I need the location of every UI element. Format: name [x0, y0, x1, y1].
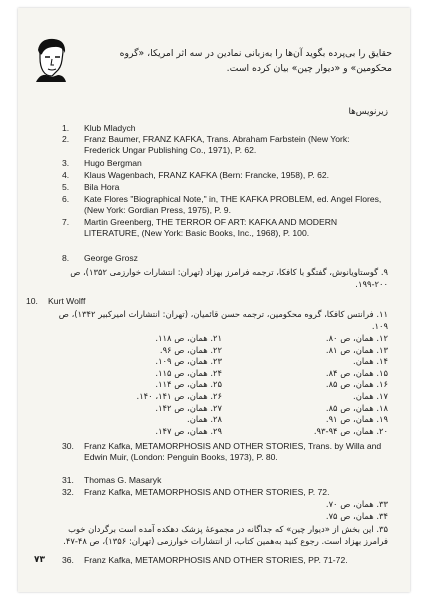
note-item: 7. Martin Greenberg, THE TERROR OF ART: KAFKA AND MODERN LITERATURE, (New York: Basic Books, Inc., 1968), P. 100. — [62, 217, 338, 238]
note-item: 5. Bila Hora — [62, 182, 120, 192]
note-item: 2. Franz Baumer, FRANZ KAFKA, Trans. Abraham Farbstein (New York: Frederick Ungar Publishing Co., 1971), P. 62. — [62, 134, 350, 155]
note-item: 4. Klaus Wagenbach, FRANZ KAFKA (Bern: Francke, 1958), P. 62. — [62, 170, 330, 180]
intro-paragraph: حقایق را بی‌پرده بگوید آن‌ها را به‌زبانی نمادین در سه اثر امریکا، «گروه محکومین» و «دیوار چین» بیان کرده است. — [119, 48, 392, 74]
note-item: 31. Thomas G. Masaryk — [62, 475, 162, 485]
note-35: ۳۵. این بخش از «دیوار چین» که جداگانه در مجموعهٔ پزشک دهکده آمده است برگردان خوب فرامرز بهزاد است. رجوع کنید به‌همین کتاب، از انتشارات خوارزمی (تهران: ۱۳۵۶)، ص ۴۸-۴۷. — [63, 524, 388, 546]
notes-33-34: ۳۳. همان، ص ۷۰. ۳۴. همان، ص ۷۵. — [325, 499, 388, 521]
note-item: 36. Franz Kafka, METAMORPHOSIS AND OTHER STORIES, PP. 71-72. — [62, 555, 348, 565]
note-item: 32. Franz Kafka, METAMORPHOSIS AND OTHER STORIES, P. 72. — [62, 487, 330, 497]
note-11: ۱۱. فرانتس کافکا، گروه محکومین، ترجمه حسن قائمیان، (تهران: انتشارات امیرکبیر ۱۳۴۲)، ص ۱۰۹. — [58, 309, 388, 331]
page-number: ۷۳ — [34, 555, 45, 565]
note-item: 6. Kate Flores "Biographical Note," in, THE KAFKA PROBLEM, ed. Angel Flores, (New York: Gordian Press, 1975), P. 9. — [62, 194, 382, 215]
note-item: 10. Kurt Wolff — [26, 296, 86, 306]
notes-column-right: ۱۲. همان، ص ۸۰. ۱۳. همان، ص ۸۱. ۱۴. همان. ۱۵. همان، ص ۸۴. ۱۶. همان، ص ۸۵. ۱۷. همان. ۱۸. همان، ص ۸۵. ۱۹. همان، ص ۹۱. ۲۰. همان، ص ۹۴-۹۳. — [313, 333, 388, 436]
portrait-sketch-icon — [32, 38, 68, 82]
note-item: 1. Klub Mladych — [62, 123, 136, 133]
notes-heading: زیرنویس‌ها — [348, 107, 388, 117]
note-item: 30. Franz Kafka, METAMORPHOSIS AND OTHER STORIES, Trans. by Willa and Edwin Muir, (London: Penguin Books, 1973), P. 80. — [62, 441, 382, 462]
note-item: 3. Hugo Bergman — [62, 158, 142, 168]
note-9: ۹. گوستاویانوش، گفتگو با کافکا، ترجمه فرامرز بهزاد (تهران: انتشارات خوارزمی ۱۳۵۲)، ص ۲۰۰-۱۹۹. — [70, 267, 388, 289]
notes-column-left: ۲۱. همان، ص ۱۱۸. ۲۲. همان، ص ۹۶. ۲۳. همان، ص ۱۰۹. ۲۴. همان، ص ۱۱۵. ۲۵. همان، ص ۱۱۴. ۲۶. همان، ص ۱۴۱، ۱۴۰. ۲۷. همان، ص ۱۴۲. ۲۸. همان. ۲۹. همان، ص ۱۴۷. — [136, 333, 222, 436]
book-page — [18, 8, 410, 592]
note-item: 8. George Grosz — [62, 253, 138, 263]
